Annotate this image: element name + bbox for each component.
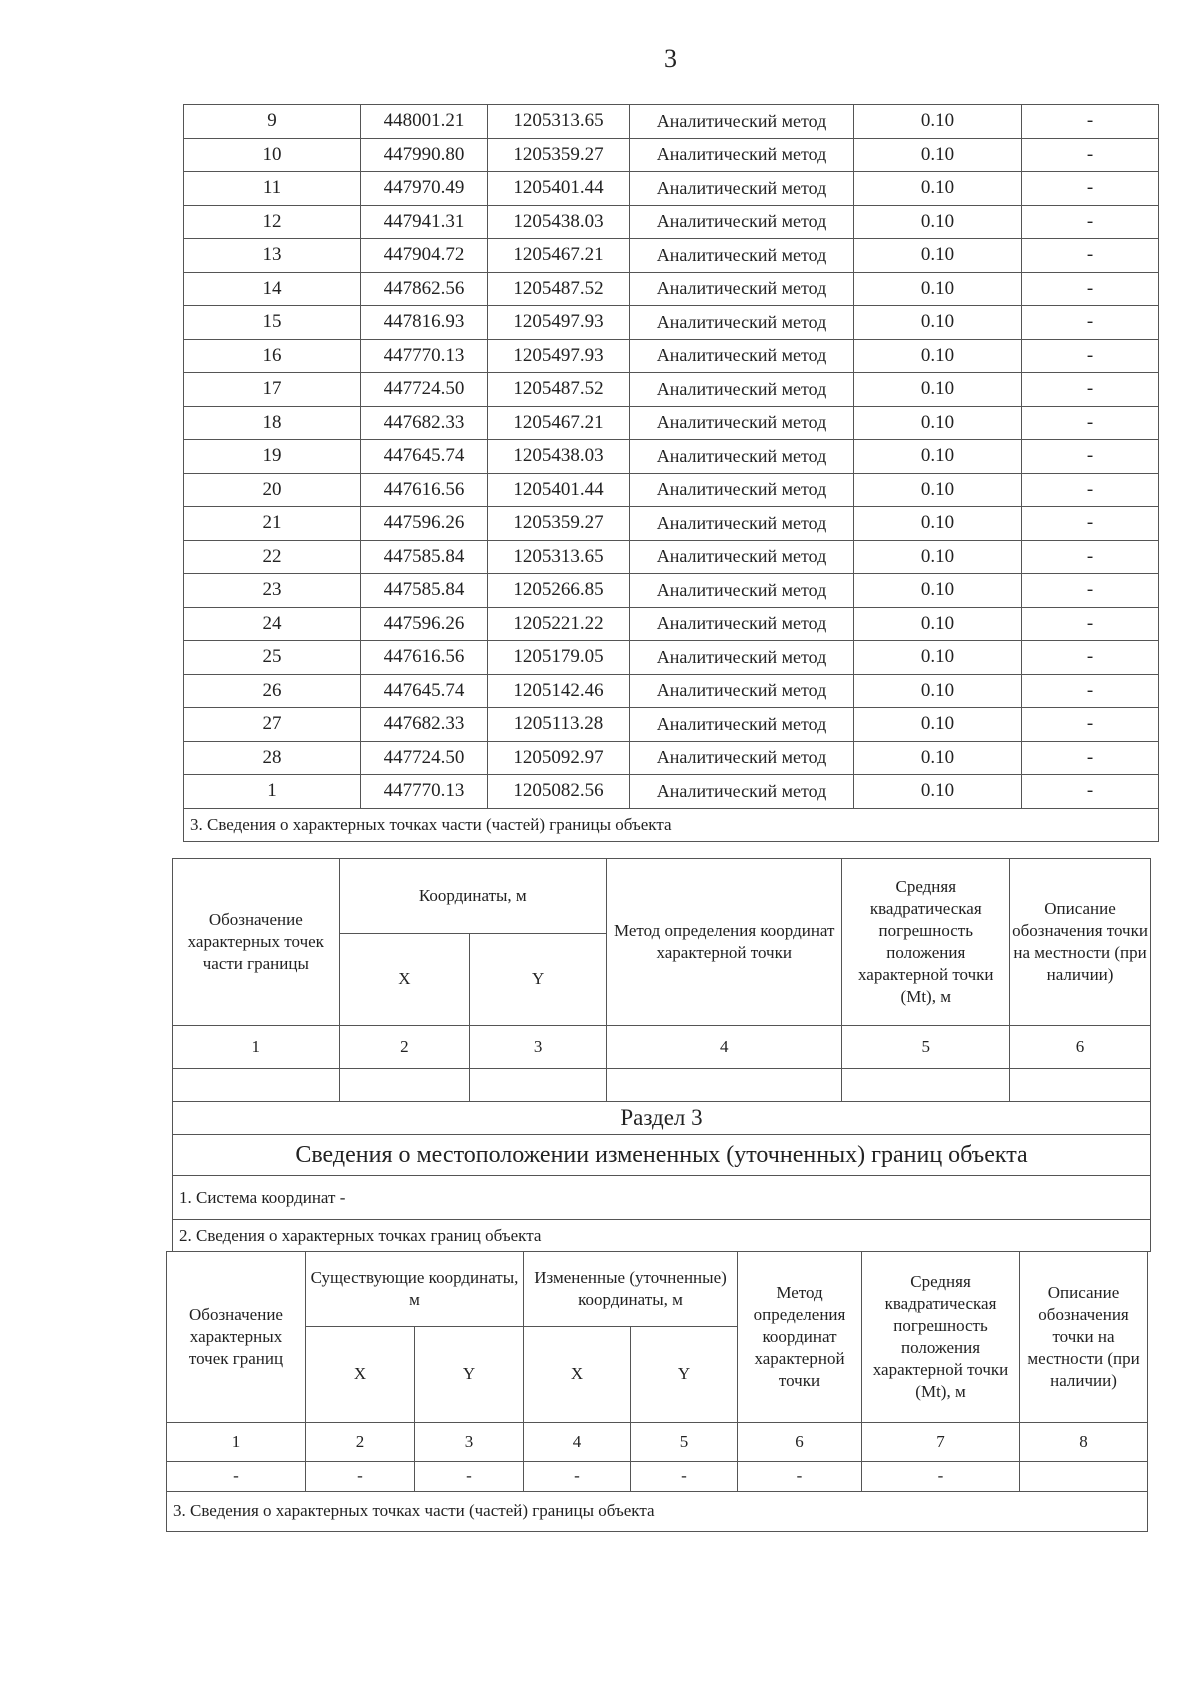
header-x: X bbox=[306, 1327, 415, 1423]
y-coord: 1205487.52 bbox=[488, 373, 630, 407]
header-method: Метод определения координат характерной точки bbox=[738, 1252, 862, 1423]
table-row bbox=[184, 339, 1159, 373]
point-number: 9 bbox=[184, 105, 361, 139]
method: Аналитический метод bbox=[630, 708, 854, 742]
error: 0.10 bbox=[854, 239, 1022, 273]
method: Аналитический метод bbox=[630, 272, 854, 306]
error: 0.10 bbox=[854, 708, 1022, 742]
error: 0.10 bbox=[854, 205, 1022, 239]
description: - bbox=[1022, 674, 1159, 708]
description: - bbox=[1022, 373, 1159, 407]
column-cell: - bbox=[415, 1462, 524, 1492]
method: Аналитический метод bbox=[630, 775, 854, 809]
section-label: Раздел 3 bbox=[173, 1102, 1151, 1135]
y-coord: 1205092.97 bbox=[488, 741, 630, 775]
header-x: X bbox=[339, 934, 470, 1026]
x-coord: 447941.31 bbox=[361, 205, 488, 239]
x-coord: 447682.33 bbox=[361, 708, 488, 742]
error: 0.10 bbox=[854, 105, 1022, 139]
table-row bbox=[184, 105, 1159, 139]
header-coords: Координаты, м bbox=[339, 859, 606, 934]
description: - bbox=[1022, 641, 1159, 675]
point-number: 10 bbox=[184, 138, 361, 172]
y-coord: 1205438.03 bbox=[488, 440, 630, 474]
description: - bbox=[1022, 339, 1159, 373]
method: Аналитический метод bbox=[630, 306, 854, 340]
section-title: Сведения о местоположении измененных (уточненных) границ объекта bbox=[173, 1135, 1151, 1176]
y-coord: 1205142.46 bbox=[488, 674, 630, 708]
table-row bbox=[184, 775, 1159, 809]
x-coord: 447616.56 bbox=[361, 473, 488, 507]
x-coord: 447682.33 bbox=[361, 406, 488, 440]
method: Аналитический метод bbox=[630, 373, 854, 407]
error: 0.10 bbox=[854, 674, 1022, 708]
description: - bbox=[1022, 540, 1159, 574]
x-coord: 447585.84 bbox=[361, 540, 488, 574]
table-row bbox=[184, 239, 1159, 273]
point-number: 14 bbox=[184, 272, 361, 306]
column-cell: 5 bbox=[842, 1026, 1010, 1069]
method: Аналитический метод bbox=[630, 406, 854, 440]
changed-boundaries-table bbox=[166, 1251, 1148, 1532]
column-cell: 1 bbox=[167, 1423, 306, 1462]
description: - bbox=[1022, 708, 1159, 742]
error: 0.10 bbox=[854, 373, 1022, 407]
coord-system: 1. Система координат - bbox=[173, 1176, 1151, 1220]
page-number: 3 bbox=[664, 44, 677, 73]
x-coord: 447645.74 bbox=[361, 440, 488, 474]
point-number: 15 bbox=[184, 306, 361, 340]
column-cell: - bbox=[167, 1462, 306, 1492]
header-existing: Существующие координаты, м bbox=[306, 1252, 524, 1327]
description: - bbox=[1022, 607, 1159, 641]
method: Аналитический метод bbox=[630, 741, 854, 775]
error: 0.10 bbox=[854, 306, 1022, 340]
table-row bbox=[184, 440, 1159, 474]
x-coord: 447724.50 bbox=[361, 373, 488, 407]
description: - bbox=[1022, 172, 1159, 206]
x-coord: 447862.56 bbox=[361, 272, 488, 306]
method: Аналитический метод bbox=[630, 674, 854, 708]
description: - bbox=[1022, 574, 1159, 608]
table-row bbox=[184, 741, 1159, 775]
header-method: Метод определения координат характерной точки bbox=[606, 859, 841, 1026]
description: - bbox=[1022, 105, 1159, 139]
table-row bbox=[184, 507, 1159, 541]
error: 0.10 bbox=[854, 172, 1022, 206]
x-coord: 447990.80 bbox=[361, 138, 488, 172]
part-label: 3. Сведения о характерных точках части (частей) границы объекта bbox=[167, 1492, 1148, 1532]
method: Аналитический метод bbox=[630, 239, 854, 273]
y-coord: 1205438.03 bbox=[488, 205, 630, 239]
column-cell: 3 bbox=[470, 1026, 607, 1069]
method: Аналитический метод bbox=[630, 641, 854, 675]
y-coord: 1205266.85 bbox=[488, 574, 630, 608]
y-coord: 1205487.52 bbox=[488, 272, 630, 306]
y-coord: 1205082.56 bbox=[488, 775, 630, 809]
description: - bbox=[1022, 239, 1159, 273]
column-cell: - bbox=[862, 1462, 1020, 1492]
description: - bbox=[1022, 473, 1159, 507]
description: - bbox=[1022, 406, 1159, 440]
table-row bbox=[184, 674, 1159, 708]
point-number: 28 bbox=[184, 741, 361, 775]
column-cell: 5 bbox=[631, 1423, 738, 1462]
error: 0.10 bbox=[854, 473, 1022, 507]
part-boundary-table bbox=[172, 858, 1151, 1102]
description: - bbox=[1022, 138, 1159, 172]
y-coord: 1205497.93 bbox=[488, 339, 630, 373]
description: - bbox=[1022, 775, 1159, 809]
method: Аналитический метод bbox=[630, 473, 854, 507]
point-number: 23 bbox=[184, 574, 361, 608]
table-row bbox=[184, 473, 1159, 507]
point-number: 1 bbox=[184, 775, 361, 809]
x-coord: 447904.72 bbox=[361, 239, 488, 273]
points-label: 2. Сведения о характерных точках границ объекта bbox=[173, 1220, 1151, 1252]
table-row bbox=[184, 272, 1159, 306]
x-coord: 447970.49 bbox=[361, 172, 488, 206]
x-coord: 447770.13 bbox=[361, 775, 488, 809]
method: Аналитический метод bbox=[630, 507, 854, 541]
points-table bbox=[183, 104, 1159, 842]
error: 0.10 bbox=[854, 607, 1022, 641]
error: 0.10 bbox=[854, 574, 1022, 608]
section-3-part-label: 3. Сведения о характерных точках части (частей) границы объекта bbox=[184, 808, 1159, 842]
x-coord: 447816.93 bbox=[361, 306, 488, 340]
table-row bbox=[184, 607, 1159, 641]
method: Аналитический метод bbox=[630, 540, 854, 574]
x-coord: 447770.13 bbox=[361, 339, 488, 373]
y-coord: 1205359.27 bbox=[488, 138, 630, 172]
column-cell: - bbox=[738, 1462, 862, 1492]
error: 0.10 bbox=[854, 406, 1022, 440]
point-number: 24 bbox=[184, 607, 361, 641]
x-coord: 447596.26 bbox=[361, 607, 488, 641]
method: Аналитический метод bbox=[630, 607, 854, 641]
y-coord: 1205401.44 bbox=[488, 172, 630, 206]
table-row bbox=[184, 172, 1159, 206]
column-cell: - bbox=[306, 1462, 415, 1492]
y-coord: 1205401.44 bbox=[488, 473, 630, 507]
point-number: 19 bbox=[184, 440, 361, 474]
table-row bbox=[184, 373, 1159, 407]
y-coord: 1205359.27 bbox=[488, 507, 630, 541]
column-cell: 6 bbox=[1010, 1026, 1151, 1069]
error: 0.10 bbox=[854, 507, 1022, 541]
error: 0.10 bbox=[854, 641, 1022, 675]
column-cell: 2 bbox=[306, 1423, 415, 1462]
description: - bbox=[1022, 507, 1159, 541]
error: 0.10 bbox=[854, 741, 1022, 775]
y-coord: 1205497.93 bbox=[488, 306, 630, 340]
description: - bbox=[1022, 440, 1159, 474]
x-coord: 447616.56 bbox=[361, 641, 488, 675]
x-coord: 448001.21 bbox=[361, 105, 488, 139]
table-row bbox=[184, 574, 1159, 608]
method: Аналитический метод bbox=[630, 440, 854, 474]
description: - bbox=[1022, 741, 1159, 775]
table-row bbox=[184, 138, 1159, 172]
description: - bbox=[1022, 272, 1159, 306]
header-changed: Измененные (уточненные) координаты, м bbox=[524, 1252, 738, 1327]
header-error: Средняя квадратическая погрешность положения характерной точки (Mt), м bbox=[862, 1252, 1020, 1423]
description: - bbox=[1022, 306, 1159, 340]
column-cell: 4 bbox=[524, 1423, 631, 1462]
method: Аналитический метод bbox=[630, 574, 854, 608]
method: Аналитический метод bbox=[630, 138, 854, 172]
error: 0.10 bbox=[854, 775, 1022, 809]
column-cell: - bbox=[631, 1462, 738, 1492]
header-error: Средняя квадратическая погрешность положения характерной точки (Mt), м bbox=[842, 859, 1010, 1026]
point-number: 11 bbox=[184, 172, 361, 206]
x-coord: 447645.74 bbox=[361, 674, 488, 708]
column-cell: 3 bbox=[415, 1423, 524, 1462]
error: 0.10 bbox=[854, 540, 1022, 574]
header-y: Y bbox=[631, 1327, 738, 1423]
error: 0.10 bbox=[854, 339, 1022, 373]
header-x: X bbox=[524, 1327, 631, 1423]
column-cell: 2 bbox=[339, 1026, 470, 1069]
point-number: 21 bbox=[184, 507, 361, 541]
header-point: Обозначение характерных точек части границы bbox=[173, 859, 340, 1026]
x-coord: 447724.50 bbox=[361, 741, 488, 775]
header-description: Описание обозначения точки на местности (при наличии) bbox=[1020, 1252, 1148, 1423]
header-description: Описание обозначения точки на местности (при наличии) bbox=[1010, 859, 1151, 1026]
table-row bbox=[184, 641, 1159, 675]
column-cell: 8 bbox=[1020, 1423, 1148, 1462]
point-number: 26 bbox=[184, 674, 361, 708]
column-cell: 1 bbox=[173, 1026, 340, 1069]
y-coord: 1205221.22 bbox=[488, 607, 630, 641]
table-row bbox=[184, 205, 1159, 239]
column-cell: 7 bbox=[862, 1423, 1020, 1462]
table-row bbox=[184, 306, 1159, 340]
header-y: Y bbox=[470, 934, 607, 1026]
x-coord: 447585.84 bbox=[361, 574, 488, 608]
y-coord: 1205179.05 bbox=[488, 641, 630, 675]
point-number: 17 bbox=[184, 373, 361, 407]
point-number: 20 bbox=[184, 473, 361, 507]
column-cell: 4 bbox=[606, 1026, 841, 1069]
column-cell bbox=[1020, 1462, 1148, 1492]
method: Аналитический метод bbox=[630, 205, 854, 239]
y-coord: 1205313.65 bbox=[488, 540, 630, 574]
point-number: 13 bbox=[184, 239, 361, 273]
error: 0.10 bbox=[854, 138, 1022, 172]
point-number: 12 bbox=[184, 205, 361, 239]
table-row bbox=[184, 540, 1159, 574]
point-number: 25 bbox=[184, 641, 361, 675]
error: 0.10 bbox=[854, 272, 1022, 306]
point-number: 27 bbox=[184, 708, 361, 742]
point-number: 22 bbox=[184, 540, 361, 574]
method: Аналитический метод bbox=[630, 105, 854, 139]
section-3-header bbox=[172, 1101, 1151, 1252]
point-number: 16 bbox=[184, 339, 361, 373]
header-y: Y bbox=[415, 1327, 524, 1423]
y-coord: 1205467.21 bbox=[488, 239, 630, 273]
y-coord: 1205313.65 bbox=[488, 105, 630, 139]
header-point: Обозначение характерных точек границ bbox=[167, 1252, 306, 1423]
table-row bbox=[184, 708, 1159, 742]
x-coord: 447596.26 bbox=[361, 507, 488, 541]
point-number: 18 bbox=[184, 406, 361, 440]
error: 0.10 bbox=[854, 440, 1022, 474]
table-row bbox=[184, 406, 1159, 440]
method: Аналитический метод bbox=[630, 339, 854, 373]
y-coord: 1205467.21 bbox=[488, 406, 630, 440]
description: - bbox=[1022, 205, 1159, 239]
y-coord: 1205113.28 bbox=[488, 708, 630, 742]
column-cell: - bbox=[524, 1462, 631, 1492]
method: Аналитический метод bbox=[630, 172, 854, 206]
column-cell: 6 bbox=[738, 1423, 862, 1462]
